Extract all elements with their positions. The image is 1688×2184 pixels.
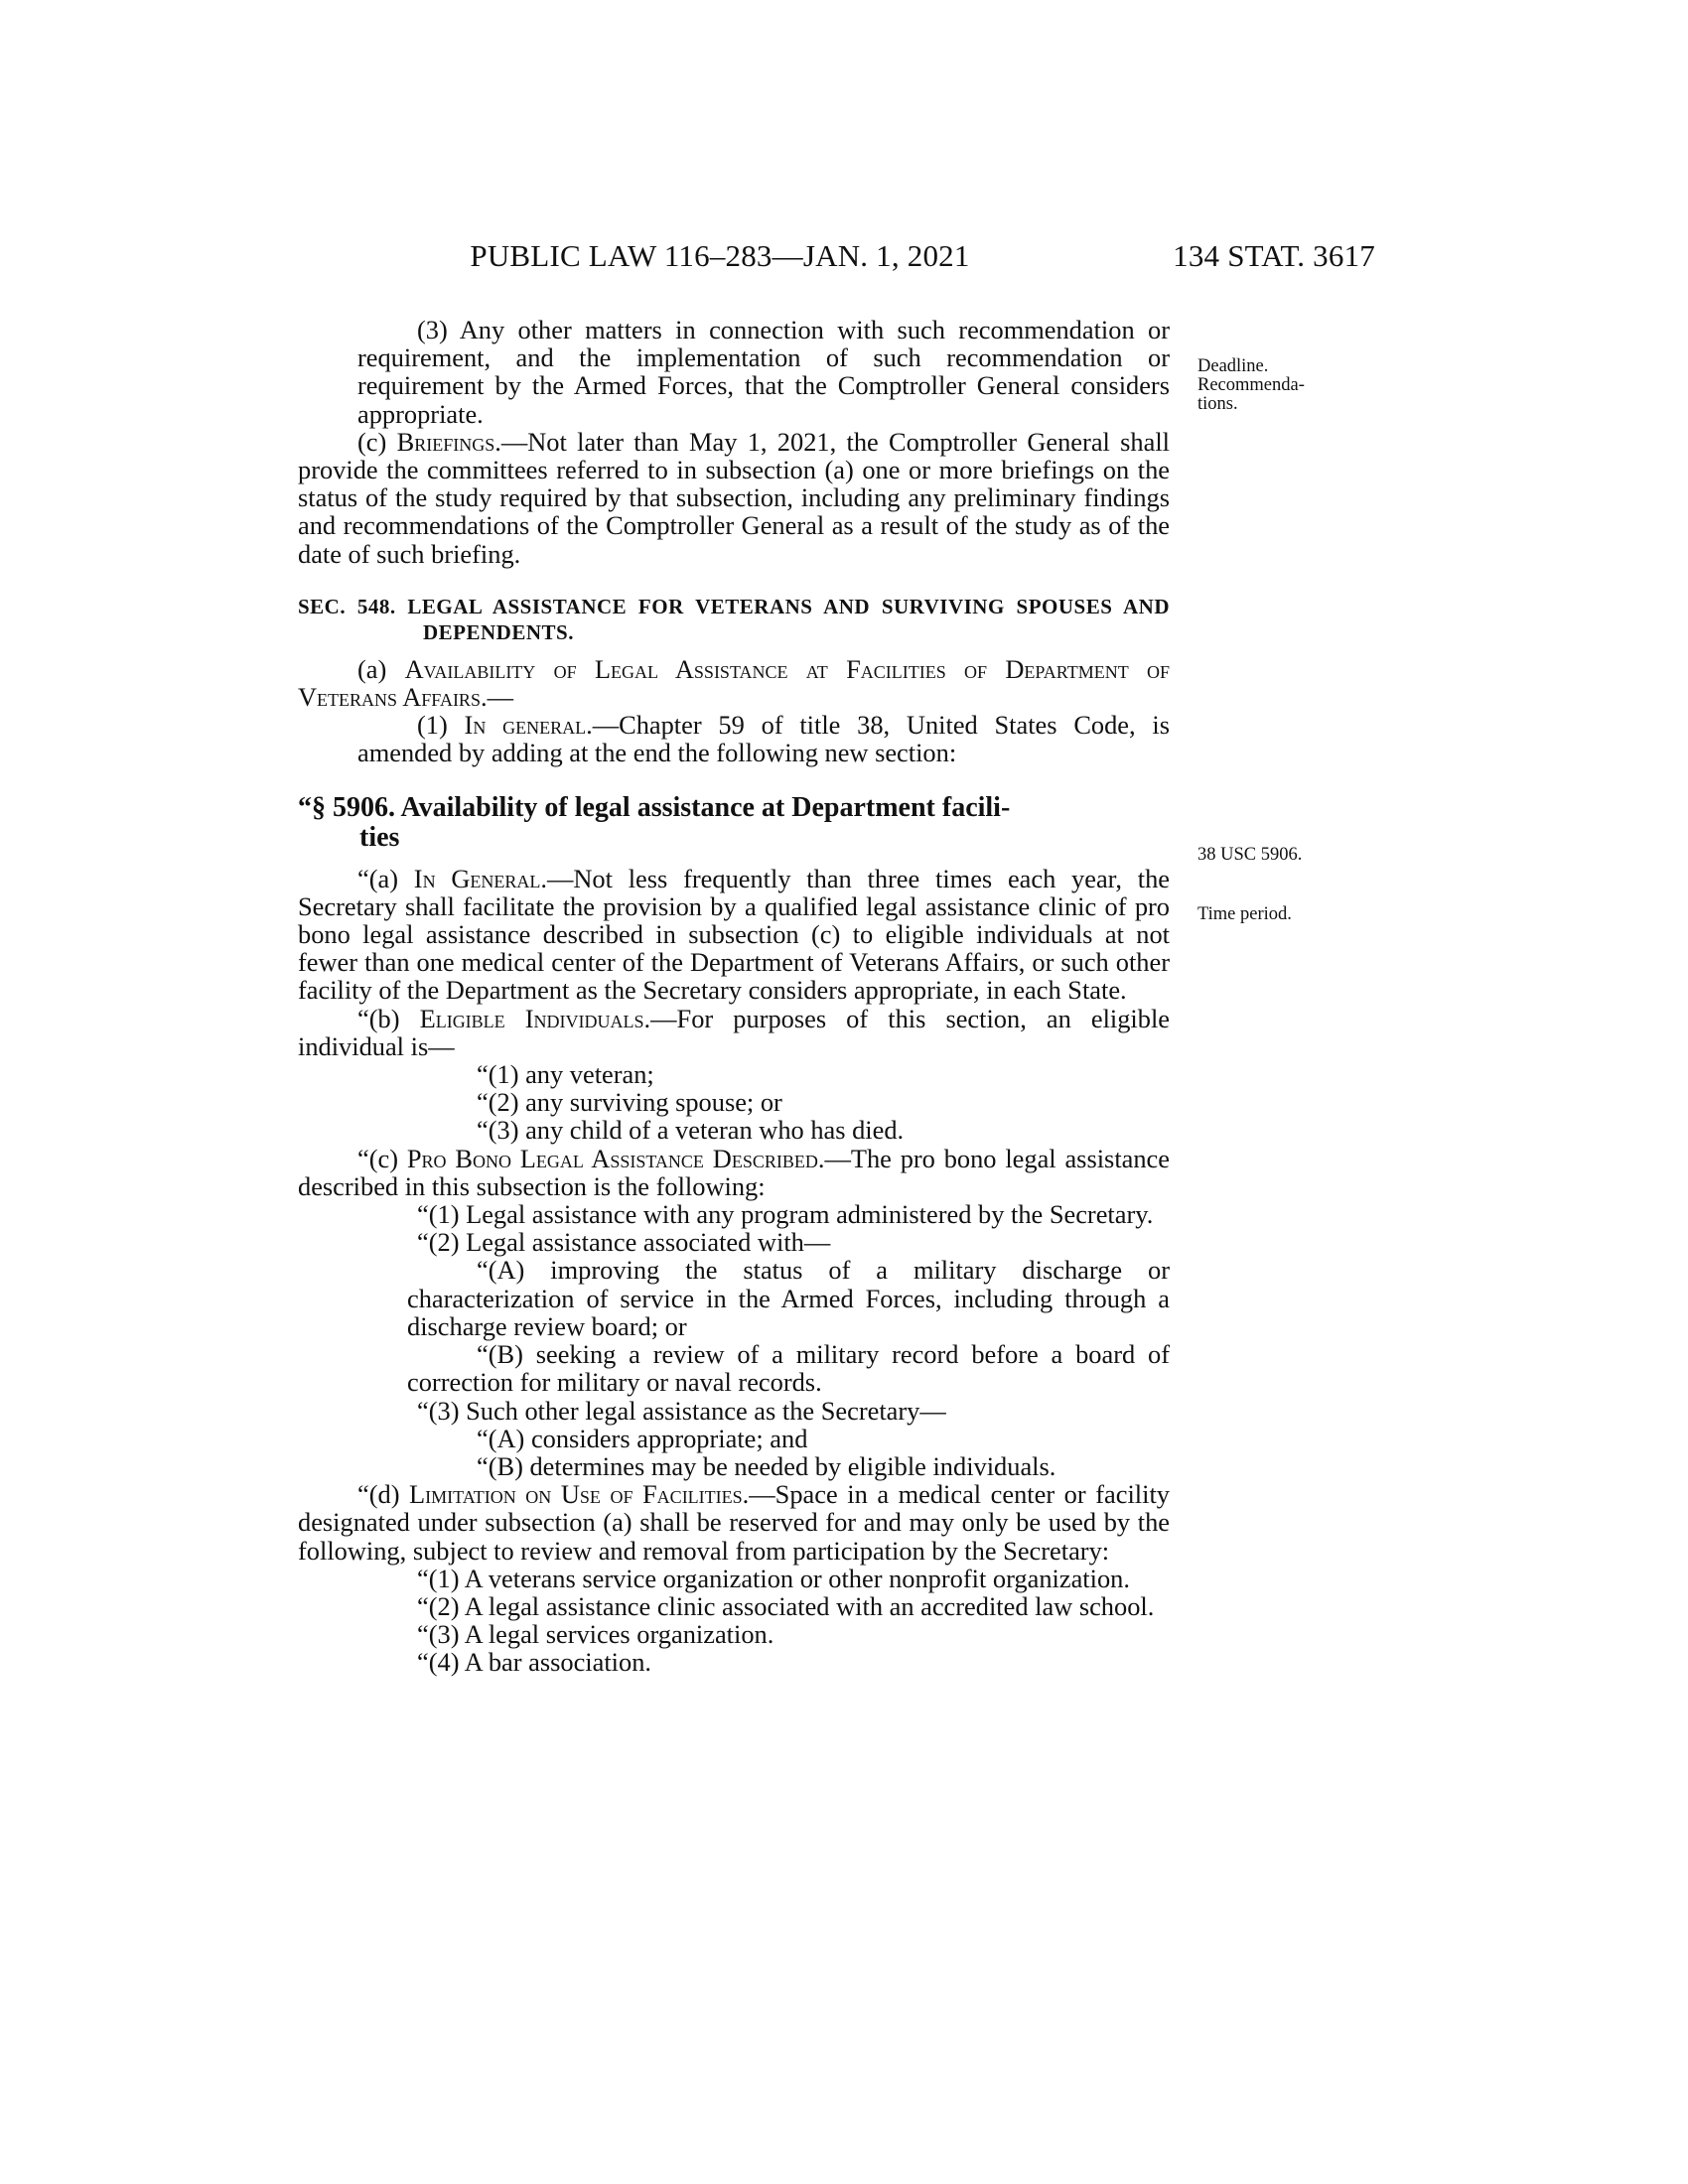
paragraph-3-other-matters: (3) Any other matters in connection with such recommendation or requirement, and the implementation of such recommendation or requirement by the Armed Forces, that the Comptroller General considers appropriate. bbox=[357, 315, 1170, 429]
list-item-sc3: “(3) Such other legal assistance as the Secretary— bbox=[417, 1395, 946, 1426]
list-item-sb2: “(2) any surviving spouse; or bbox=[477, 1087, 782, 1118]
page-header-title: PUBLIC LAW 116–283—JAN. 1, 2021 bbox=[470, 238, 970, 273]
sd-heading: Limitation on Use of Facilities bbox=[409, 1479, 743, 1510]
list-item-sc2a: “(A) improving the status of a military discharge or characterization of service in the Armed Forces, including through a discharge review board; or bbox=[407, 1255, 1170, 1341]
sa-heading: In General bbox=[413, 863, 541, 893]
list-item-sd4: “(4) A bar association. bbox=[417, 1647, 651, 1678]
section-548-title: SEC. 548. LEGAL ASSISTANCE FOR VETERANS AND SURVIVING SPOUSES AND DEPENDENTS. bbox=[298, 594, 1170, 644]
margin-note-deadline-text: Deadline. bbox=[1197, 356, 1269, 376]
a-prefix: (a) bbox=[357, 653, 405, 684]
document-body bbox=[298, 316, 1170, 1677]
sd-prefix: “(d) bbox=[357, 1479, 410, 1510]
list-item-sc2: “(2) Legal assistance associated with— bbox=[417, 1227, 831, 1258]
margin-note-time-period: Time period. bbox=[1197, 904, 1292, 924]
c-text: .—Not later than May 1, 2021, the Comptroller General shall provide the committees referred to in subsection (a) one or more briefings on the status of the study required by that subsection, including any preliminary findings and recommendations of the Comptroller General as a result of the study as of the date of such briefing. bbox=[298, 426, 1171, 569]
margin-note-deadline bbox=[1197, 357, 1346, 414]
sb-heading: Eligible Individuals bbox=[419, 1003, 644, 1033]
margin-note-recommendations-2: tions. bbox=[1197, 394, 1238, 414]
c-prefix: (c) bbox=[357, 426, 397, 457]
c-heading: Briefings bbox=[396, 426, 495, 457]
paragraph-5906-a bbox=[298, 865, 1170, 1005]
sb-prefix: “(b) bbox=[357, 1003, 420, 1033]
sc-heading: Pro Bono Legal Assistance Described bbox=[406, 1143, 818, 1173]
paragraph-a1-in-general bbox=[298, 711, 1170, 766]
a1-text: .—Chapter 59 of title 38, United States Code, is amended by adding at the end the following new section: bbox=[357, 710, 1170, 768]
sa-prefix: “(a) bbox=[357, 863, 414, 893]
list-item-sc3b: “(B) determines may be needed by eligible individuals. bbox=[477, 1450, 1056, 1481]
sc-prefix: “(c) bbox=[357, 1143, 407, 1173]
list-item-sc1: “(1) Legal assistance with any program administered by the Secretary. bbox=[417, 1199, 1154, 1230]
a-suffix: .— bbox=[480, 682, 513, 713]
margin-note-recommendations-1: Recommenda- bbox=[1197, 375, 1305, 395]
a-heading: Availability of Legal Assistance at Facilities of Department of Veterans Affairs bbox=[298, 653, 1170, 713]
a1-heading: In general bbox=[464, 710, 587, 741]
list-item-sc3a: “(A) considers appropriate; and bbox=[477, 1423, 808, 1453]
paragraph-5906-b bbox=[298, 1005, 1170, 1060]
sa-text: .—Not less frequently than three times each year, the Secretary shall facilitate the provision by a qualified legal assistance clinic of pro bono legal assistance described in subsection (c) to eligible individuals at not fewer than one medical center of the Department of Veterans Affairs, or such other facility of the Department as the Secretary considers appropriate, in each State. bbox=[298, 863, 1171, 1006]
paragraph-5906-c bbox=[298, 1145, 1170, 1200]
a1-prefix: (1) bbox=[417, 710, 465, 741]
list-item-sd1: “(1) A veterans service organization or other nonprofit organization. bbox=[417, 1563, 1130, 1593]
section-5906-title-line-1: “§ 5906. Availability of legal assistance at Department facili- bbox=[298, 791, 1011, 823]
sb-text: .—For purposes of this section, an eligible individual is— bbox=[298, 1003, 1171, 1061]
page-header-stat: 134 STAT. 3617 bbox=[1173, 238, 1375, 273]
list-item-sb1: “(1) any veteran; bbox=[477, 1059, 654, 1090]
margin-note-usc: 38 USC 5906. bbox=[1197, 845, 1303, 865]
list-item-sb3: “(3) any child of a veteran who has died. bbox=[477, 1115, 905, 1146]
sc-text: .—The pro bono legal assistance described in this subsection is the following: bbox=[298, 1143, 1170, 1201]
list-item-sd3: “(3) A legal services organization. bbox=[417, 1619, 774, 1650]
section-5906-title-line-2: ties bbox=[359, 821, 400, 853]
sd-text: .—Space in a medical center or facility designated under subsection (a) shall be reserved for and may only be used by the following, subject to review and removal from participation by the Secretary: bbox=[298, 1479, 1170, 1566]
list-item-sd2: “(2) A legal assistance clinic associated with an accredited law school. bbox=[417, 1590, 1155, 1621]
paragraph-c-briefings bbox=[298, 428, 1170, 568]
section-5906-title bbox=[298, 793, 1170, 853]
list-item-sc2b: “(B) seeking a review of a military record before a board of correction for military or naval records. bbox=[407, 1339, 1170, 1398]
paragraph-a-availability bbox=[298, 655, 1170, 711]
paragraph-5906-d bbox=[298, 1480, 1170, 1565]
